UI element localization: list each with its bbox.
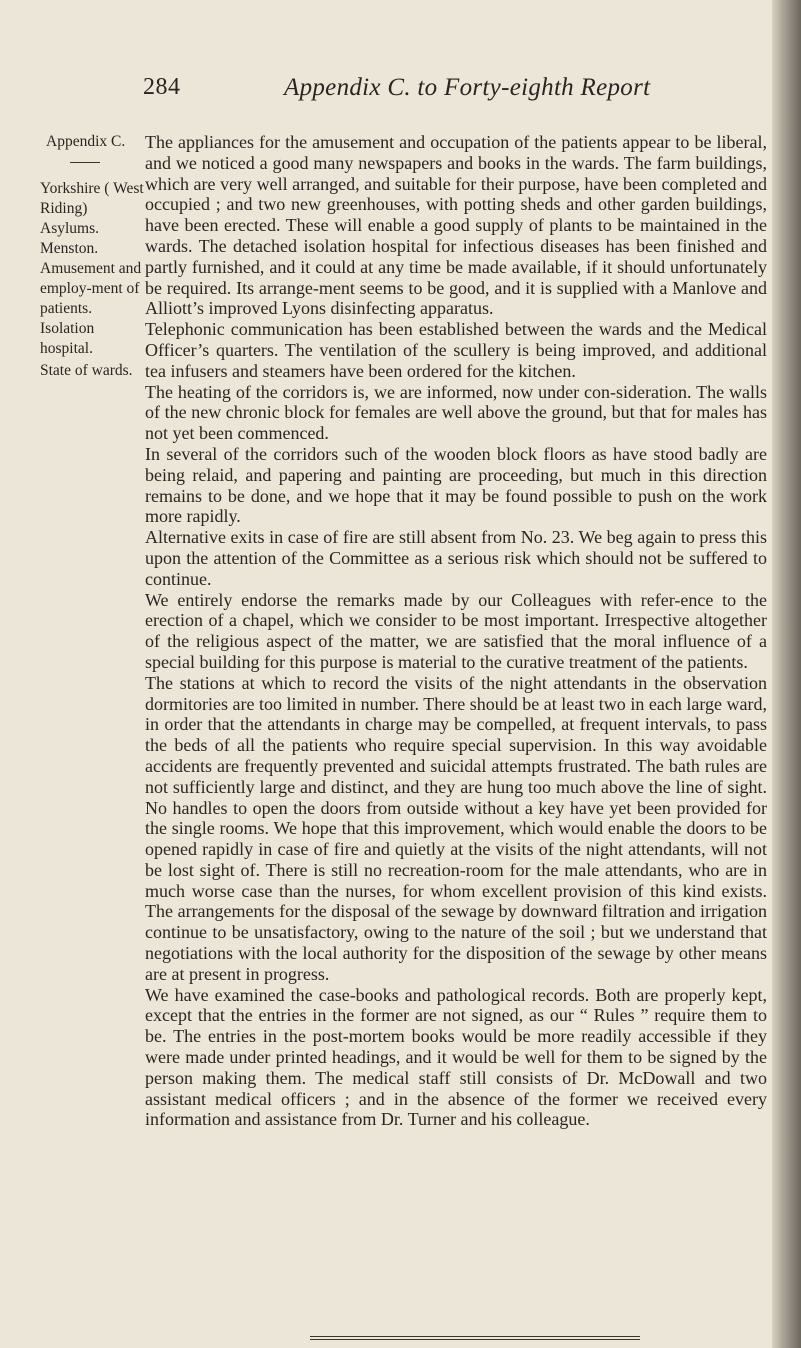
running-title: Appendix C. to Forty-eighth Report: [284, 74, 651, 101]
paragraph: In several of the corridors such of the wooden block floors as have stood badly are being relaid, and papering and painting are proceeding, but much in this direction remains to be done, and we hope that it may be found possible to push on the work more rapidly.: [145, 443, 767, 527]
paragraph: The heating of the corridors is, we are informed, now under con-sideration. The walls of the new chronic block for females are well above the ground, but that for males has not yet been commenced.: [145, 381, 767, 444]
page-number: 284: [143, 74, 181, 100]
paragraph: We entirely endorse the remarks made by our Colleagues with refer-ence to the erection of a chapel, which we consider to be most important. Irrespective altogether of the religious aspect of the matter, we are satisfied that the moral influence of a special building for this purpose is material to the curative treatment of the patients.: [145, 589, 767, 672]
margin-note-amusement: Amusement and employ-ment of patients.: [40, 260, 142, 317]
margin-note-wards: State of wards.: [40, 362, 133, 379]
margin-note-asylum: Yorkshire ( West Riding) Asylums. Menston.: [40, 180, 144, 257]
paragraph: Telephonic communication has been established between the wards and the Medical Officer’s quarters. The ventilation of the scullery is being improved, and additional tea infusers and steamers have been ordered for the kitchen.: [145, 319, 767, 381]
paragraph: The stations at which to record the visits of the night attendants in the observation dormitories are too limited in number. There should be at least two in each large ward, in order that the attendants in charge may be compelled, at frequent intervals, to pass the beds of all the patients who require special supervision. In this way avoidable accidents are frequently prevented and suicidal attempts frustrated. The bath rules are not sufficiently large and distinct, and they are hung too much above the line of sight. No handles to open the doors from outside without a key have yet been provided for the single rooms. We hope that this improvement, which would enable the doors to be opened rapidly in case of fire and quietly at the visits of the night attendants, will not be lost sight of. There is still no recreation-room for the male attendants, who are in much worse case than the nurses, for whom excellent provision of this kind exists. The arrangements for the disposal of the sewage by downward filtration and irrigation continue to be unsatisfactory, owing to the nature of the soil ; but we understand that negotiations with the local authority for the disposition of the sewage by other means are at present in progress.: [145, 672, 767, 984]
paragraph: We have examined the case-books and pathological records. Both are properly kept, except that the entries in the former are not signed, as our “ Rules ” require them to be. The entries in the post-mortem books would be more readily accessible if they were made under printed headings, and it would be well for them to be signed by the person making them. The medical staff still consists of Dr. McDowall and two assistant medical officers ; and in the absence of the former we received every information and assistance from Dr. Turner and his colleague.: [145, 984, 767, 1130]
page-header: [0, 74, 801, 114]
paragraph: Alternative exits in case of fire are still absent from No. 23. We beg again to press this upon the attention of the Committee as a serious risk which should not be suffered to continue.: [145, 527, 767, 589]
appendix-label: Appendix C.: [46, 133, 126, 150]
paragraph: The appliances for the amusement and occupation of the patients appear to be liberal, and we noticed a good many newspapers and books in the wards. The farm buildings, which are very well arranged, and suitable for their purpose, have been completed and occupied ; and two new greenhouses, with potting sheds and other garden buildings, have been erected. These will enable a good supply of plants to be maintained in the wards. The detached isolation hospital for infectious diseases has been finished and partly furnished, and it could at any time be made available, if it should unfortunately be required. Its arrange-ment seems to be good, and it is supplied with a Manlove and Alliott’s improved Lyons disinfecting apparatus.: [145, 132, 767, 319]
margin-note-isolation: Isolation hospital.: [40, 320, 95, 357]
body-text: [145, 132, 767, 1130]
margin-rule: [70, 162, 100, 163]
page-edge-shadow: [772, 0, 801, 1348]
end-rule: [310, 1336, 640, 1340]
margin-notes: [40, 132, 140, 174]
